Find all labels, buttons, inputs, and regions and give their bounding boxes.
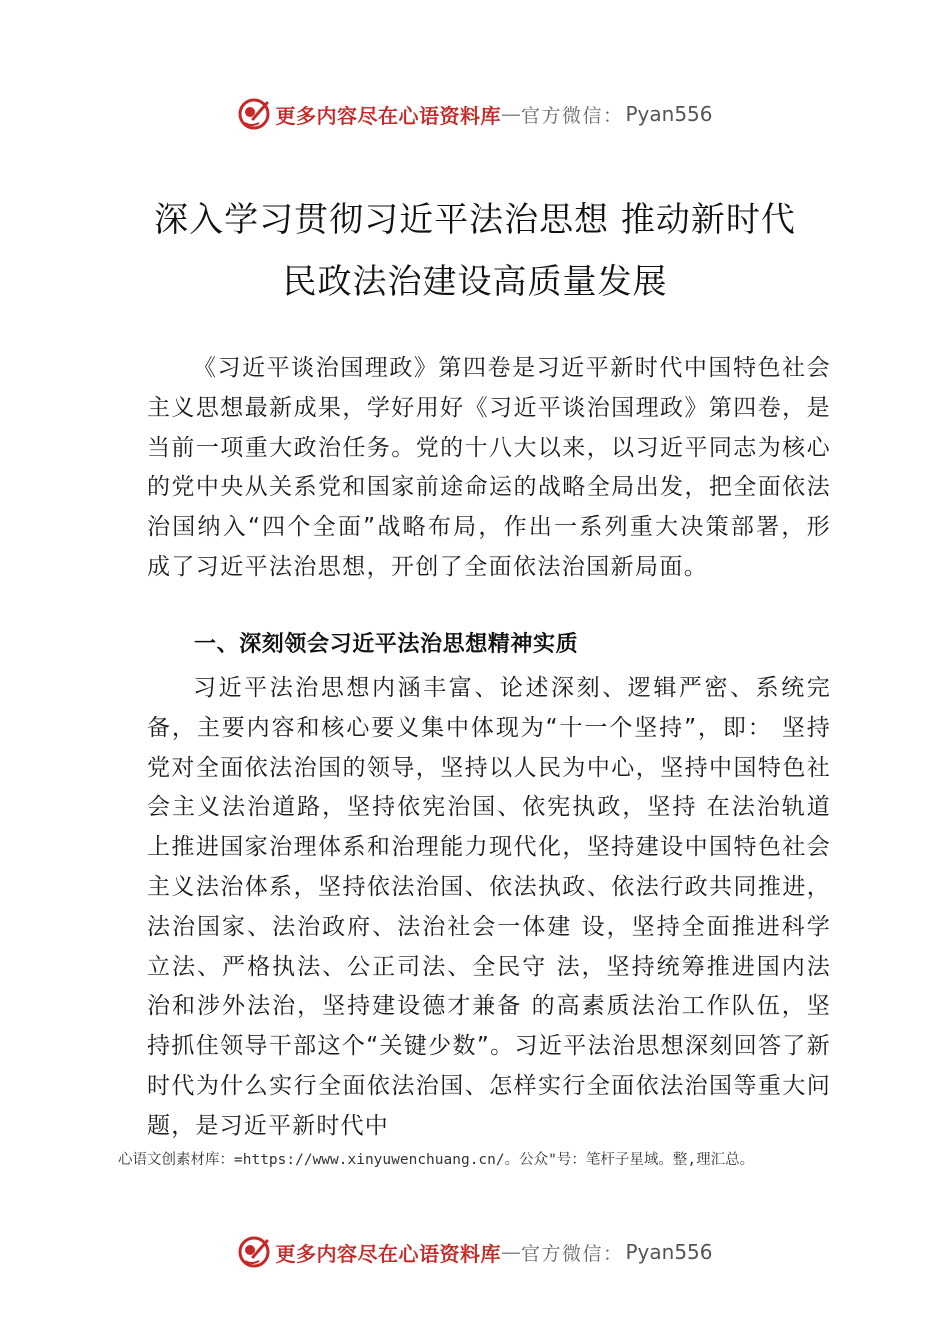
brand-name: 更多内容尽在心语资料库 xyxy=(275,1241,501,1266)
document-title-line-2: 民政法治建设高质量发展 xyxy=(282,262,668,302)
body-paragraph-1: 《习近平谈治国理政》第四卷是习近平新时代中国特色社会主义思想最新成果，学好用好《习近平谈治国理政》第四卷，是当前一项重大政治任务。党的十八大以来，以习近平同志为核心的党中央从关系党和国家前途命运的战略全局出发，把全面依法治国纳入“四个全面”战略布局，作出一系列重大决策部署，形成了习近平法治思想，开创了全面依法治国新局面。 xyxy=(147,355,831,580)
header-banner xyxy=(0,94,950,134)
brand-logo-icon xyxy=(237,97,271,131)
body-paragraph-2: 习近平法治思想内涵丰富、论述深刻、逻辑严密、系统完备，主要内容和核心要义集中体现为“十一个坚持”，即： 坚持党对全面依法治国的领导，坚持以人民为中心，坚持中国特色社会主义法治道路，坚持依宪治国、依宪执政，坚持 在法治轨道上推进国家治理体系和治理能力现代化，坚持建设中国特色社会主义法治体系，坚持依法治国、依法执政、依法行政共同推进，法治国家、法治政府、法治社会一体建 设，坚持全面推进科学立法、严格执法、公正司法、全民守 法，坚持统筹推进国内法治和涉外法治，坚持建设德才兼备 的高素质法治工作队伍，坚持抓住领导干部这个“关键少数”。习近平法治思想深刻回答了新时代为什么实行全面依法治国、怎样实行全面依法治国等重大问题，是习近平新时代中 xyxy=(147,675,831,1139)
brand-name: 更多内容尽在心语资料库 xyxy=(275,103,501,128)
wechat-id: Pyan556 xyxy=(625,102,713,126)
official-wechat-label: 官方微信： xyxy=(520,104,624,127)
banner-separator: — xyxy=(500,102,521,126)
wechat-id: Pyan556 xyxy=(625,1240,713,1264)
official-wechat-label: 官方微信： xyxy=(520,1242,624,1265)
footer-banner xyxy=(0,1232,950,1272)
source-note: 心语文创素材库：=https://www.xinyuwenchuang.cn/。公众"号：笔杆子星域。整,理汇总。 xyxy=(118,1152,755,1168)
section-heading-1: 一、深刻领会习近平法治思想精神实质 xyxy=(194,632,579,657)
banner-separator: — xyxy=(500,1240,521,1264)
brand-logo-icon xyxy=(237,1235,271,1269)
document-title-line-1: 深入学习贯彻习近平法治思想 推动新时代 xyxy=(154,200,796,240)
